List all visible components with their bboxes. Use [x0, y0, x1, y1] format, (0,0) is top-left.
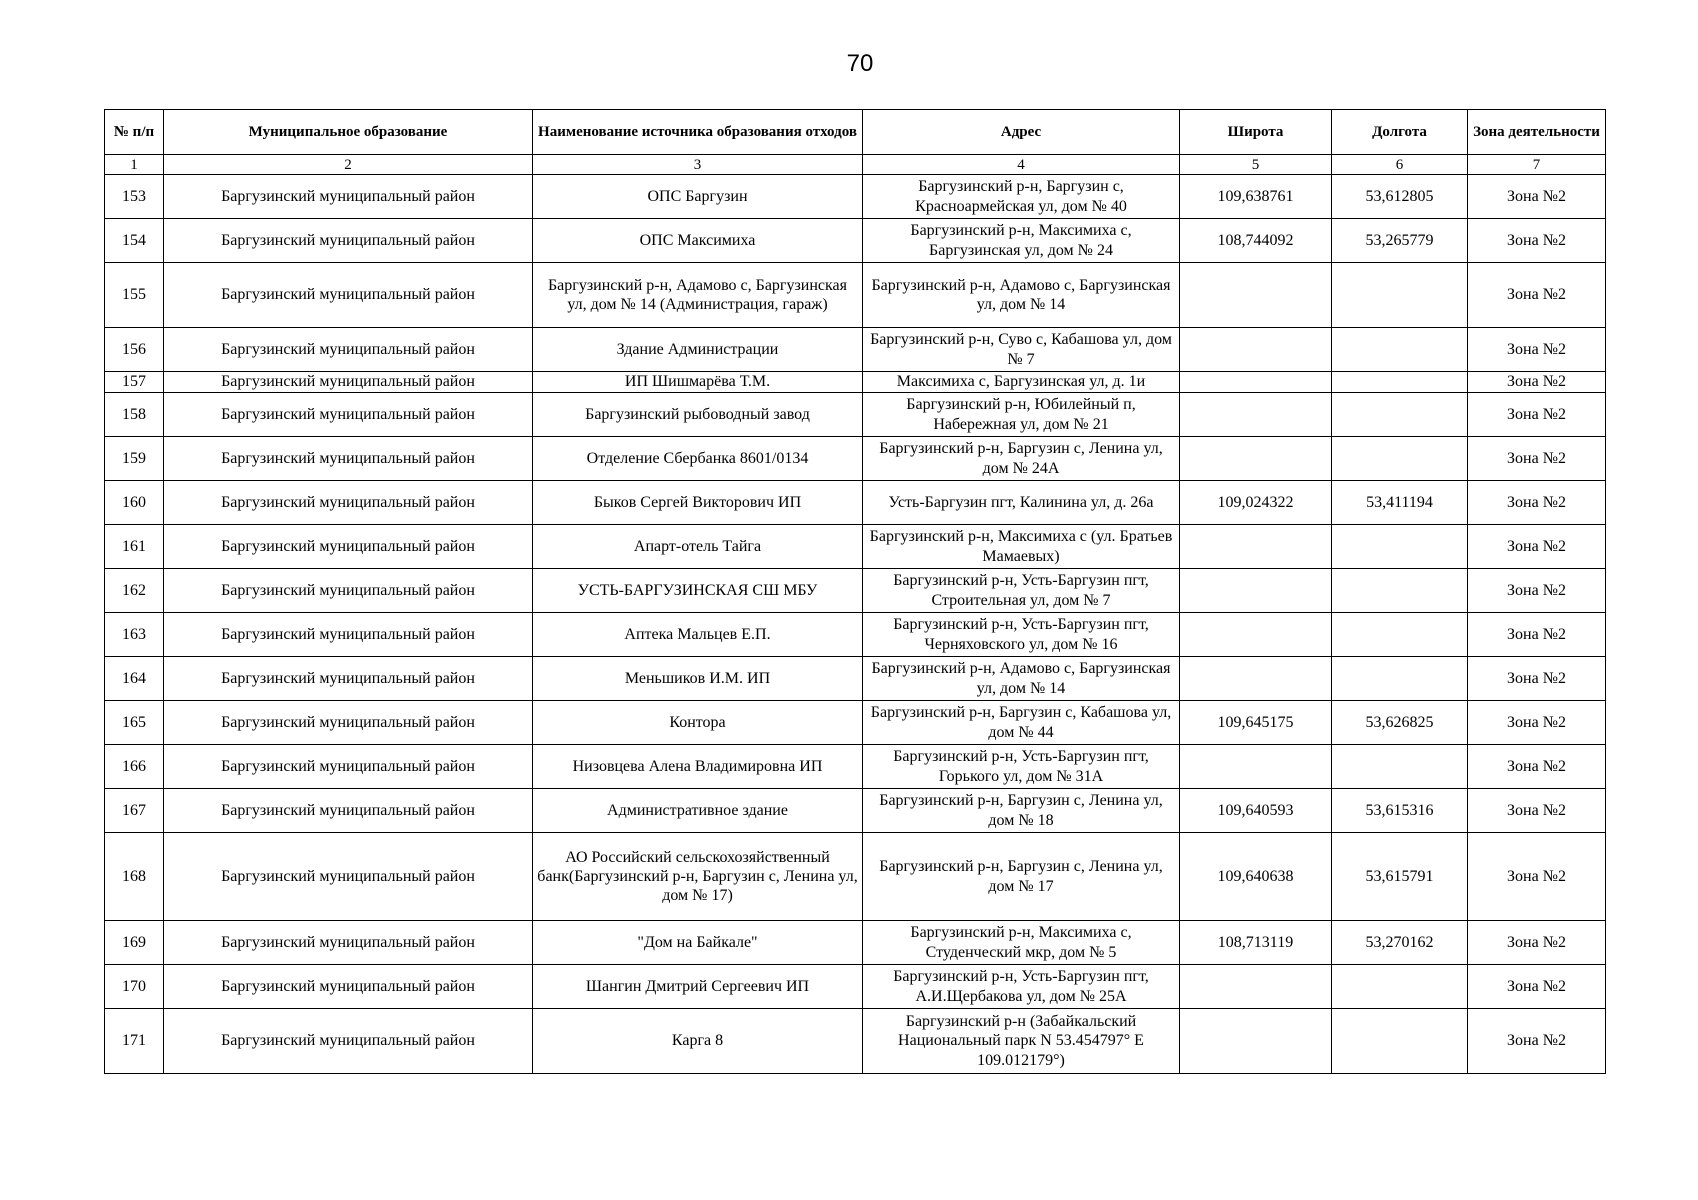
row-municipality: Баргузинский муниципальный район [164, 481, 533, 525]
row-longitude: 53,615316 [1332, 789, 1468, 833]
column-number: 6 [1332, 155, 1468, 175]
row-num: 155 [105, 263, 164, 328]
row-longitude [1332, 525, 1468, 569]
row-longitude: 53,612805 [1332, 175, 1468, 219]
table-row [105, 701, 1606, 745]
row-municipality: Баргузинский муниципальный район [164, 372, 533, 393]
row-num: 165 [105, 701, 164, 745]
row-zone: Зона №2 [1468, 789, 1606, 833]
row-num: 171 [105, 1009, 164, 1074]
row-zone: Зона №2 [1468, 219, 1606, 263]
row-zone: Зона №2 [1468, 372, 1606, 393]
row-num: 161 [105, 525, 164, 569]
table-row [105, 219, 1606, 263]
row-source: Апарт-отель Тайга [533, 525, 863, 569]
row-latitude [1180, 745, 1332, 789]
row-num: 154 [105, 219, 164, 263]
row-address: Баргузинский р-н, Баргузин с, Ленина ул, дом № 24А [863, 437, 1180, 481]
column-number: 2 [164, 155, 533, 175]
header-zone: Зона деятельности [1468, 110, 1606, 155]
table-row [105, 437, 1606, 481]
row-source: АО Российский сельскохозяйственный банк(Баргузинский р-н, Баргузин с, Ленина ул, дом № 17) [533, 833, 863, 921]
row-municipality: Баргузинский муниципальный район [164, 657, 533, 701]
column-number: 1 [105, 155, 164, 175]
row-zone: Зона №2 [1468, 1009, 1606, 1074]
table-row [105, 613, 1606, 657]
row-source: Карга 8 [533, 1009, 863, 1074]
row-address: Баргузинский р-н, Усть-Баргузин пгт, А.И.Щербакова ул, дом № 25А [863, 965, 1180, 1009]
row-latitude: 109,645175 [1180, 701, 1332, 745]
row-address: Баргузинский р-н, Усть-Баргузин пгт, Черняховского ул, дом № 16 [863, 613, 1180, 657]
row-num: 169 [105, 921, 164, 965]
row-latitude [1180, 263, 1332, 328]
row-longitude [1332, 613, 1468, 657]
row-address: Баргузинский р-н, Баргузин с, Ленина ул, дом № 17 [863, 833, 1180, 921]
row-num: 160 [105, 481, 164, 525]
row-num: 158 [105, 393, 164, 437]
row-latitude: 109,638761 [1180, 175, 1332, 219]
row-source: ИП Шишмарёва Т.М. [533, 372, 863, 393]
row-zone: Зона №2 [1468, 569, 1606, 613]
row-longitude: 53,265779 [1332, 219, 1468, 263]
row-address: Баргузинский р-н, Максимиха с, Студенческий мкр, дом № 5 [863, 921, 1180, 965]
table-row [105, 745, 1606, 789]
row-num: 166 [105, 745, 164, 789]
row-municipality: Баргузинский муниципальный район [164, 745, 533, 789]
row-source: Баргузинский рыбоводный завод [533, 393, 863, 437]
row-zone: Зона №2 [1468, 833, 1606, 921]
row-address: Баргузинский р-н (Забайкальский Национальный парк N 53.454797° E 109.012179°) [863, 1009, 1180, 1074]
column-number: 7 [1468, 155, 1606, 175]
table-row [105, 175, 1606, 219]
header-source: Наименование источника образования отходов [533, 110, 863, 155]
row-zone: Зона №2 [1468, 965, 1606, 1009]
row-latitude [1180, 372, 1332, 393]
row-source: Отделение Сбербанка 8601/0134 [533, 437, 863, 481]
column-number: 3 [533, 155, 863, 175]
row-latitude: 109,640593 [1180, 789, 1332, 833]
row-zone: Зона №2 [1468, 175, 1606, 219]
row-municipality: Баргузинский муниципальный район [164, 701, 533, 745]
row-latitude: 109,640638 [1180, 833, 1332, 921]
row-longitude: 53,615791 [1332, 833, 1468, 921]
row-longitude [1332, 569, 1468, 613]
row-longitude [1332, 372, 1468, 393]
column-numbers-row [105, 155, 1606, 175]
row-latitude [1180, 613, 1332, 657]
row-zone: Зона №2 [1468, 921, 1606, 965]
row-source: Низовцева Алена Владимировна ИП [533, 745, 863, 789]
row-zone: Зона №2 [1468, 328, 1606, 372]
row-num: 167 [105, 789, 164, 833]
row-address: Баргузинский р-н, Адамово с, Баргузинская ул, дом № 14 [863, 657, 1180, 701]
row-latitude [1180, 437, 1332, 481]
row-source: ОПС Баргузин [533, 175, 863, 219]
row-municipality: Баргузинский муниципальный район [164, 328, 533, 372]
row-latitude [1180, 393, 1332, 437]
column-number: 5 [1180, 155, 1332, 175]
row-address: Баргузинский р-н, Баргузин с, Кабашова ул, дом № 44 [863, 701, 1180, 745]
row-address: Баргузинский р-н, Максимиха с, Баргузинская ул, дом № 24 [863, 219, 1180, 263]
row-source: "Дом на Байкале" [533, 921, 863, 965]
row-zone: Зона №2 [1468, 613, 1606, 657]
row-zone: Зона №2 [1468, 481, 1606, 525]
row-municipality: Баргузинский муниципальный район [164, 833, 533, 921]
row-longitude: 53,626825 [1332, 701, 1468, 745]
row-address: Баргузинский р-н, Усть-Баргузин пгт, Строительная ул, дом № 7 [863, 569, 1180, 613]
row-latitude [1180, 965, 1332, 1009]
row-latitude [1180, 657, 1332, 701]
row-longitude: 53,270162 [1332, 921, 1468, 965]
row-latitude [1180, 1009, 1332, 1074]
row-source: Быков Сергей Викторович ИП [533, 481, 863, 525]
table-row [105, 328, 1606, 372]
row-address: Баргузинский р-н, Суво с, Кабашова ул, дом № 7 [863, 328, 1180, 372]
table-row [105, 921, 1606, 965]
table-row [105, 263, 1606, 328]
row-source: Меньшиков И.М. ИП [533, 657, 863, 701]
row-num: 153 [105, 175, 164, 219]
row-num: 157 [105, 372, 164, 393]
row-address: Максимиха с, Баргузинская ул, д. 1и [863, 372, 1180, 393]
row-address: Усть-Баргузин пгт, Калинина ул, д. 26а [863, 481, 1180, 525]
row-municipality: Баргузинский муниципальный район [164, 613, 533, 657]
row-longitude [1332, 393, 1468, 437]
row-longitude [1332, 657, 1468, 701]
row-num: 159 [105, 437, 164, 481]
row-municipality: Баргузинский муниципальный район [164, 1009, 533, 1074]
row-municipality: Баргузинский муниципальный район [164, 263, 533, 328]
row-latitude [1180, 328, 1332, 372]
row-municipality: Баргузинский муниципальный район [164, 921, 533, 965]
row-address: Баргузинский р-н, Усть-Баргузин пгт, Горького ул, дом № 31А [863, 745, 1180, 789]
row-source: Административное здание [533, 789, 863, 833]
table-row [105, 569, 1606, 613]
row-zone: Зона №2 [1468, 393, 1606, 437]
column-number: 4 [863, 155, 1180, 175]
row-source: Аптека Мальцев Е.П. [533, 613, 863, 657]
row-zone: Зона №2 [1468, 657, 1606, 701]
row-longitude [1332, 263, 1468, 328]
table-row [105, 372, 1606, 393]
row-municipality: Баргузинский муниципальный район [164, 437, 533, 481]
row-address: Баргузинский р-н, Адамово с, Баргузинская ул, дом № 14 [863, 263, 1180, 328]
row-num: 164 [105, 657, 164, 701]
row-source: УСТЬ-БАРГУЗИНСКАЯ СШ МБУ [533, 569, 863, 613]
table-row [105, 789, 1606, 833]
table-row [105, 481, 1606, 525]
row-municipality: Баргузинский муниципальный район [164, 393, 533, 437]
row-zone: Зона №2 [1468, 701, 1606, 745]
row-longitude [1332, 745, 1468, 789]
row-latitude: 108,744092 [1180, 219, 1332, 263]
row-longitude [1332, 437, 1468, 481]
row-latitude: 109,024322 [1180, 481, 1332, 525]
row-source: Баргузинский р-н, Адамово с, Баргузинская ул, дом № 14 (Администрация, гараж) [533, 263, 863, 328]
row-source: Здание Администрации [533, 328, 863, 372]
row-municipality: Баргузинский муниципальный район [164, 569, 533, 613]
row-address: Баргузинский р-н, Максимиха с (ул. Братьев Мамаевых) [863, 525, 1180, 569]
row-zone: Зона №2 [1468, 263, 1606, 328]
row-municipality: Баргузинский муниципальный район [164, 525, 533, 569]
row-num: 156 [105, 328, 164, 372]
header-address: Адрес [863, 110, 1180, 155]
row-zone: Зона №2 [1468, 745, 1606, 789]
header-latitude: Широта [1180, 110, 1332, 155]
row-municipality: Баргузинский муниципальный район [164, 965, 533, 1009]
table-row [105, 525, 1606, 569]
header-row [105, 110, 1606, 155]
row-source: Контора [533, 701, 863, 745]
row-municipality: Баргузинский муниципальный район [164, 175, 533, 219]
row-address: Баргузинский р-н, Баргузин с, Красноармейская ул, дом № 40 [863, 175, 1180, 219]
row-longitude [1332, 965, 1468, 1009]
row-municipality: Баргузинский муниципальный район [164, 789, 533, 833]
page-number: 70 [846, 50, 874, 77]
table-row [105, 1009, 1606, 1074]
row-num: 163 [105, 613, 164, 657]
table-row [105, 833, 1606, 921]
row-zone: Зона №2 [1468, 525, 1606, 569]
row-longitude [1332, 1009, 1468, 1074]
row-num: 162 [105, 569, 164, 613]
row-num: 168 [105, 833, 164, 921]
row-longitude [1332, 328, 1468, 372]
header-longitude: Долгота [1332, 110, 1468, 155]
header-municipality: Муниципальное образование [164, 110, 533, 155]
table-row [105, 393, 1606, 437]
waste-sources-table [104, 109, 1606, 1074]
row-latitude: 108,713119 [1180, 921, 1332, 965]
table-row [105, 965, 1606, 1009]
row-address: Баргузинский р-н, Юбилейный п, Набережная ул, дом № 21 [863, 393, 1180, 437]
row-source: Шангин Дмитрий Сергеевич ИП [533, 965, 863, 1009]
header-num: № п/п [105, 110, 164, 155]
table-row [105, 657, 1606, 701]
row-municipality: Баргузинский муниципальный район [164, 219, 533, 263]
row-longitude: 53,411194 [1332, 481, 1468, 525]
row-latitude [1180, 569, 1332, 613]
row-source: ОПС Максимиха [533, 219, 863, 263]
row-address: Баргузинский р-н, Баргузин с, Ленина ул, дом № 18 [863, 789, 1180, 833]
row-num: 170 [105, 965, 164, 1009]
row-zone: Зона №2 [1468, 437, 1606, 481]
row-latitude [1180, 525, 1332, 569]
